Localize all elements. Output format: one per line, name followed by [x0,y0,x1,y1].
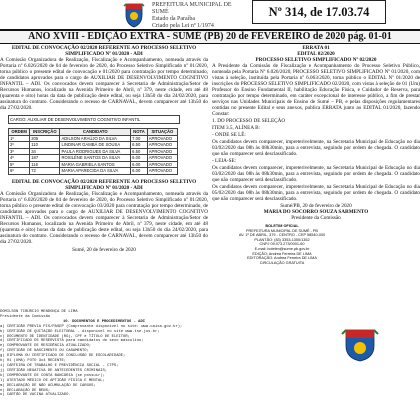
convocation-body-2: A Comissão Organizadora de Realização, Fiscalização e Acompanhamento, nomeada através da Portaria nº 6.026/2020 de 04 de fevereiro de 2020, do Processo Seletivo Simplificado nº 01/2020, torna público o presente edital de convocação 03/2020 para contratação por tempo determinado, de candidatos aprovados para o cargo de AUXILIAR DE DESENVOLVIMENTO COGNITIVO INFANTIL – ADI. Os convocados devem comparecer à Secretaria de Administração/Setor de Recursos Humanos, localizado na Avenida Primeiro de Abril, nº 379, neste cidade, em até 48 (quarenta e oito) horas da data de publicação deste edital, ou seja 13h50 do dia 24/02/2020, para assinatura do contrato. Considerando o recesso de CARNAVAL, devem comparecer até 13h50 do dia 27/02/2020. [0,190,208,245]
errata-heading: ERRATA 01 [302,45,330,51]
table-cell: 1º [9,135,30,142]
convocation-heading-1: EDITAL DE CONVOCAÇÃO 02/2020 REFERENTE AO PROCESSO SELETIVO SIMPLIFICADO Nº 01/2020 - ADI [11,45,197,57]
table-cell: LINDINAR GAMBÁ DE SOUSA [60,142,131,149]
table-header-row [9,129,178,136]
footer-info-line: AV. 1º DE ABRIL, 379 - CENTRO - CEP 58540-000 [238,233,326,238]
table-title: CARGO: AUXILIAR DE DESENVOLVIMENTO COGNITIVO INFANTIL [8,115,180,124]
table-cell: 72 [30,168,60,175]
errata-original-text: Os candidatos devem comparecer, impreterivelmente, na Secretaria Municipal de Educação no dia 03/02/2020 das 08h às 08h30min, para a entrevista, seguindo por ordem de chegada. O candidato que não comparecer será desclassificado. [212,139,420,157]
right-column [212,45,420,265]
masthead-line: Criado pela Lei nº 1/1974 [152,23,214,29]
column-header: ORDEM [9,129,30,136]
errata-corrected-text-2: Os candidatos devem comparecer, impreterivelmente, na Secretaria Municipal de Educação no dia 05/02/2020 das 08h às 08h30min, para a entrevista, seguindo por ordem de chegada. O candidato que não comparecer será desclassificado. [212,184,420,202]
candidates-table [8,128,178,175]
table-cell: 110 [30,142,60,149]
table-row [9,148,178,155]
table-cell: APROVADO [147,142,177,149]
documents-heading: 10. DOCUMENTOS E PROCEDIMENTOS - ADI [62,319,146,324]
table-cell: 3º [9,148,30,155]
errata-section: 1. DO PROCESSO DE SELEÇÃO [212,118,286,124]
document-item: o) CARTÃO DE VACINA ATUALIZADO. [0,393,71,398]
footer-info [222,224,342,265]
errata-corrected-text-1: Os candidatos devem comparecer, impreterivelmente, na Secretaria Municipal de Educação no dia 03/02/2020 das 08h às 08h30min, para a entrevista, seguindo por ordem de chegada. O candidato que não comparecer será desclassificado. [212,165,420,183]
document-item: g) DIPLOMA OU CERTIFICADO DE CONCLUSÃO DE ESCOLARIDADE; [0,354,126,359]
masthead-line: Estado da Paraíba [152,16,195,22]
footer-info-line: BOLETIM OFICIAL [265,224,299,228]
table-cell: APROVADO [147,135,177,142]
edition-dateline: ANO XVIII - EDIÇÃO EXTRA - SUMÉ (PB) 20 de FEVEREIRO de 2020 pág. 01-01 [0,31,420,44]
table-cell: 116 [30,161,60,168]
footer-info-line: CIRCULAÇÃO GRATUITA [259,260,305,265]
table-row [9,161,178,168]
masthead [0,0,420,30]
errata-onde: - ONDE SE LÊ: [212,132,246,138]
table-cell: APROVADO [147,148,177,155]
left-column [0,45,208,253]
issue-number: Nº 314, de 17.03.74 [252,0,386,24]
table-cell: APROVADO [147,168,177,175]
table-cell: ROSILÉNE SANTOS DA SILVA [60,155,131,162]
document-item: k) COMPROVANTE DE CONTA BANCÁRIA (se possuir); [0,373,105,378]
table-cell: 205 [30,135,60,142]
table-cell: 6º [9,168,30,175]
table-cell: 6.00 [131,161,148,168]
masthead-info [152,2,244,28]
documents-block [0,310,208,420]
table-body [9,135,178,174]
table-cell: 6.50 [131,142,148,149]
document-item: n) DECLARAÇÃO DE BENS; [0,388,51,393]
errata-edital: EDITAL 02/2020 [297,51,335,57]
right-signoff-name: MARIA DO SOCORRO SOUZA SARMENTO [263,209,369,215]
masthead-line: PREFEITURA MUNICIPAL DE SUMÉ [152,2,232,15]
table-cell: 2º [9,142,30,149]
footer-info-line: EDIÇÃO: Andrea Ferreira DE LIMA [252,251,312,256]
table-cell: 7.00 [131,135,148,142]
documents-list [0,325,208,399]
document-item: m) DECLARAÇÃO DE NÃO ACUMULAÇÃO DE CARGOS; [0,383,96,388]
document-item: c) DOCUMENTO DE IDENTIDADE (RG), CPF e TÍTULO DE ELEITOR; [0,334,130,339]
document-item: b) CERTIDÃO DE QUITAÇÃO ELEITORAL - disponível no site www.tse.jus.br; [0,329,160,334]
document-item: h) 01 (UMA) FOTO 3x4 RECENTE; [0,359,67,364]
convocation-heading-2: EDITAL DE CONVOCAÇÃO 02/2020 REFERENTE AO PROCESSO SELETIVO SIMPLIFICADO Nº 01/2020 - ADI [11,178,197,191]
footer-info-line: PLANTÃO: (83) 3353-1350/1352 [254,237,310,242]
table-row [9,168,178,175]
column-header: CANDIDATO [60,129,131,136]
table-cell: 4º [9,155,30,162]
municipal-crest [122,0,146,28]
document-item: j) CERTIDÃO NEGATIVA DE ANTECEDENTES CRIMINAIS; [0,368,108,373]
table-cell: ADILSON ARAÚJO DA SILVA [60,135,131,142]
document-item: d) CERTIFICADO DE RESERVISTA para candidatos do sexo masculino; [0,339,144,344]
table-cell: APROVADO [147,155,177,162]
municipal-logo [340,326,380,362]
left-signoff-date: Sumé, 20 de fevereiro de 2020 [72,246,136,253]
footer-info-line: EDITORAÇÃO: Andrea Ferreira DE LIMA [247,256,317,261]
column-header: SITUAÇÃO [147,129,177,136]
errata-leia: - LEIA-SE: [212,158,237,164]
table-cell: 34 [30,148,60,155]
table-cell: MARIA GABRIELA SANTOS [60,161,131,168]
errata-process: PROCESSO SELETIVO SIMPLIFICADO Nº 02/2020 [255,57,377,63]
document-item: l) ATESTADO MÉDICO DE APTIDÃO FÍSICA E MENTAL; [0,378,105,383]
signatory-name: DOMILSON TIBÚRCIO MENDONÇA DE LIMA [0,310,78,314]
table-cell: 6.50 [131,148,148,155]
right-signoff-role: Presidente da Comissão [291,215,341,221]
errata-item: ITEM 3.5, ALÍNEA B: [212,125,260,131]
table-cell: 187 [30,155,60,162]
document-item: a) CERTIDÃO PREVIA PIS/PASEP (Comprovante disponível no site: www.caixa.gov.br); [0,324,183,329]
table-row [9,135,178,142]
footer-info-line: E-mail: boletim@sume.pb.gov.br [254,246,310,251]
table-cell: APROVADO [147,161,177,168]
table-row [9,142,178,149]
errata-body: A Presidente da Comissão de Fiscalização e Acompanhamento do Processo Seletivo Público, nomeada pela Portaria Nº 6.026/2020, PROCESSO SELETIVO SIMPLIFICADO Nº 01/2020, com vistas à seleção, instituída pela Portaria nº 6.063/2020, torna público o EDITAL Nº 01/2020 de inscrições do PROCESSO SELETIVO SIMPLIFICADO 02/2020, com vistas à seleção de 01 (Um) Professor do Ensino Fundamental II, habilitação Educação Física, e Cuidador de Reserva, para contratação por tempo determinado, em caráter excepcional de interesse público, a fim de prestar serviços nas Unidades Municipais de Ensino de Sumé – PB, e pelas disposições regulamentares contidas no presente Edital e seus anexos, publica ERRATA junto ao EDITAL 01/2020, fazendo Constar: [212,63,420,117]
table-cell: 5º [9,161,30,168]
table-cell: MARIA APARECIDA DA SILVA [60,168,131,175]
table-row [9,155,178,162]
convocation-body-1: A Comissão Organizadora de Realização, Fiscalização e Acompanhamento, nomeada através da Portaria nº 6.026/2020 de 04 de fevereiro de 2020, do Processo Seletivo Simplificado nº 01/2020, torna público o presente edital de convocação e 01/2020 para contratação por tempo determinado, de candidatos aprovados para o cargo de AUXILIAR DE DESENVOLVIMENTO COGNITIVO INFANTIL – ADI. Os convocados devem comparecer à Secretaria de Administração/Setor de Recursos Humanos, localizado na Avenida Primeiro de Abril, nº 379, neste cidade, em até 48 (quarenta e oito) horas da data de publicação deste edital, ou seja 13h50 do dia 24/02/2020, para assinatura do contrato. Considerando o recesso de CARNAVAL, devem comparecer até 13h50 do dia 27/02/2020. [0,57,208,111]
footer-info-line: PREFEITURA MUNICIPAL DE SUMÉ - PB [246,228,318,233]
document-item: i) CARTEIRA DE TRABALHO E PREVIDÊNCIA SOCIAL - CTPS; [0,363,119,368]
footer-info-line: CNPJ 09.073.273/0001-60 [259,242,305,247]
column-header: NOTA [131,129,148,136]
column-header: INSCRIÇÃO [30,129,60,136]
table-cell: PAULA RODRIGUES DA SILVA [60,148,131,155]
document-item: f) CERTIDÃO DE NASCIMENTO OU CASAMENTO; [0,349,89,354]
table-cell: 6.00 [131,155,148,162]
document-item: e) COMPROVANTE DE RESIDÊNCIA ATUALIZADO; [0,344,92,349]
signatory-role: Presidente da Comissão [0,314,51,319]
table-cell: 6.00 [131,168,148,175]
right-signoff-date: Sumé/PB, 20 de fevereiro de 2020 [280,203,352,209]
